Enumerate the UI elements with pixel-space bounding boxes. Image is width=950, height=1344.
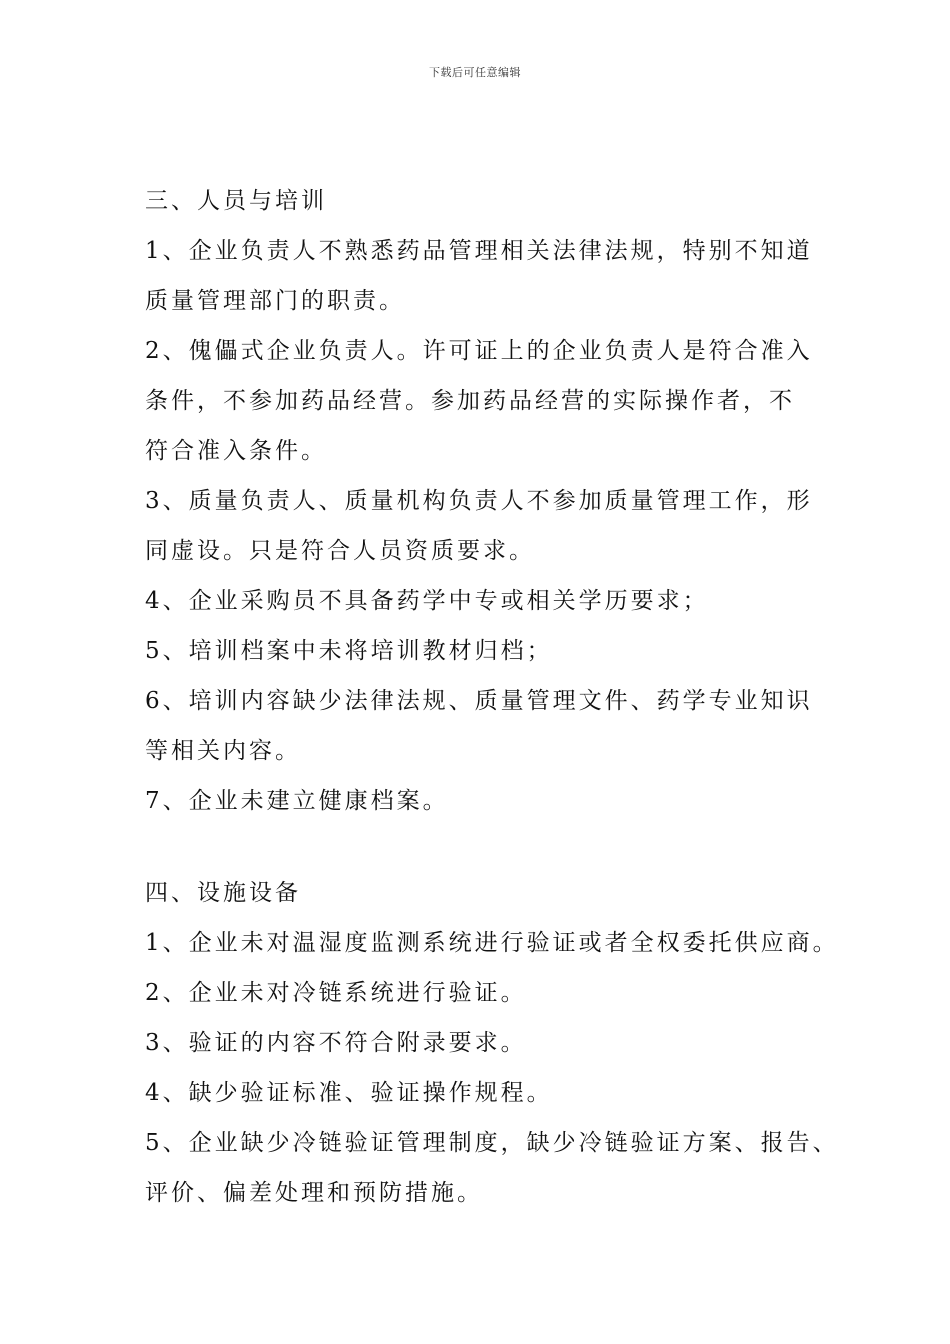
section3-line: 等相关内容。 (145, 738, 301, 764)
section4-line: 1、企业未对温湿度监测系统进行验证或者全权委托供应商。 (145, 930, 839, 956)
section3-line: 2、傀儡式企业负责人。许可证上的企业负责人是符合准入 (145, 338, 813, 364)
section3-line: 6、培训内容缺少法律法规、质量管理文件、药学专业知识 (145, 688, 813, 714)
page-header: 下载后可任意编辑 (429, 66, 521, 79)
section4-line: 评价、偏差处理和预防措施。 (145, 1180, 483, 1206)
section3-line: 质量管理部门的职责。 (145, 288, 405, 314)
section3-line: 5、培训档案中未将培训教材归档； (145, 638, 553, 664)
section4-line: 4、缺少验证标准、验证操作规程。 (145, 1080, 553, 1106)
document-body (145, 176, 839, 1218)
section4-line: 3、验证的内容不符合附录要求。 (145, 1030, 527, 1056)
section-spacer (145, 826, 825, 868)
section4-line: 5、企业缺少冷链验证管理制度，缺少冷链验证方案、报告、 (145, 1130, 839, 1156)
section3-line: 同虚设。只是符合人员资质要求。 (145, 538, 535, 564)
section3-line: 7、企业未建立健康档案。 (145, 788, 449, 814)
section-heading-personnel: 三、人员与培训 (145, 188, 327, 214)
section-heading-facilities: 四、设施设备 (145, 880, 301, 906)
section3-line: 3、质量负责人、质量机构负责人不参加质量管理工作，形 (145, 488, 813, 514)
section4-line: 2、企业未对冷链系统进行验证。 (145, 980, 527, 1006)
section3-line: 1、企业负责人不熟悉药品管理相关法律法规，特别不知道 (145, 238, 813, 264)
section3-line: 4、企业采购员不具备药学中专或相关学历要求； (145, 588, 709, 614)
section3-line: 条件，不参加药品经营。参加药品经营的实际操作者，不 (145, 388, 795, 414)
section3-line: 符合准入条件。 (145, 438, 327, 464)
